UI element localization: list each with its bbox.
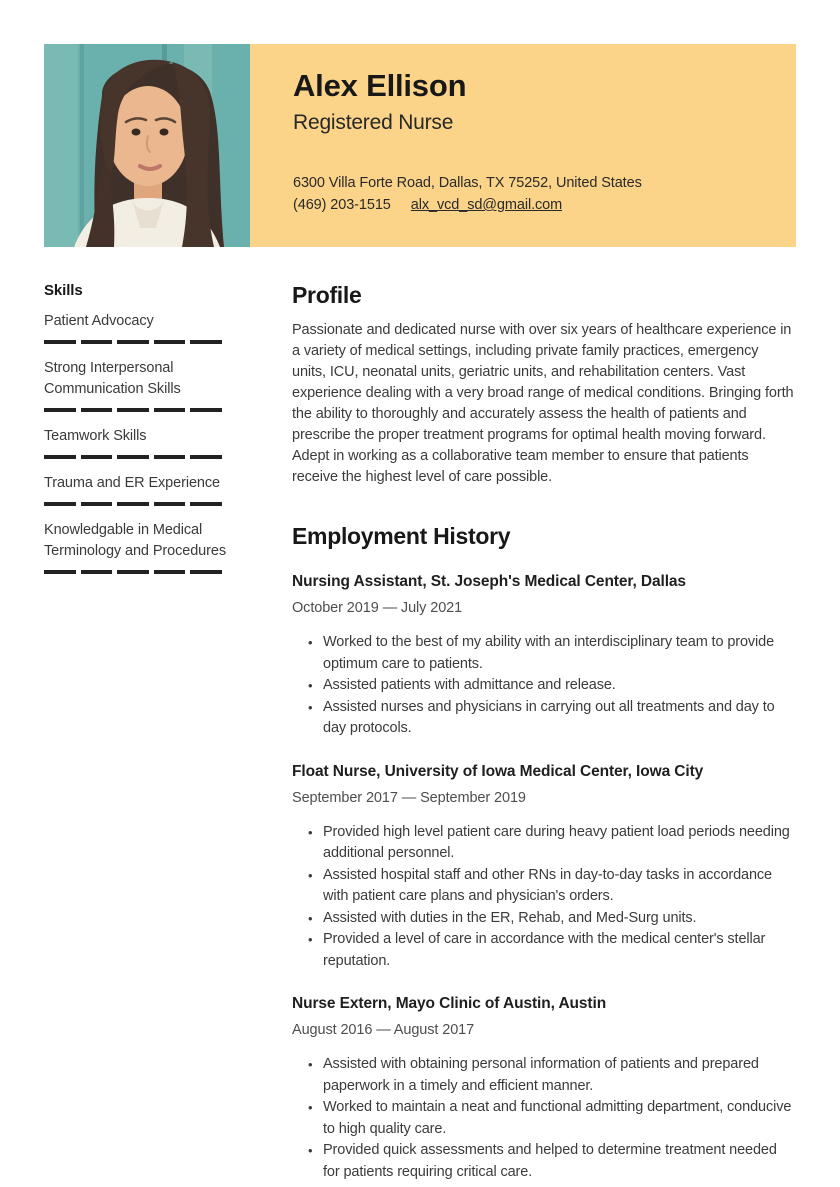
skill-level-segment: [81, 408, 113, 412]
skills-list: [44, 311, 244, 574]
skill-item: [44, 426, 244, 459]
job-bullet: • Assisted hospital staff and other RNs in day-to-day tasks in accordance with patient care plans and physician's orders.: [292, 865, 796, 908]
job-bullet: • Provided high level patient care during heavy patient load periods needing additional personnel.: [292, 822, 796, 865]
skill-level-segment: [190, 340, 222, 344]
skill-label: Teamwork Skills: [44, 428, 147, 444]
job-bullet: • Assisted with duties in the ER, Rehab, and Med-Surg units.: [292, 908, 796, 930]
skill-level-bar: [44, 408, 222, 412]
skill-label: Patient Advocacy: [44, 313, 154, 329]
skills-heading: Skills: [44, 282, 83, 299]
skill-level-segment: [154, 455, 186, 459]
job-title: Nurse Extern, Mayo Clinic of Austin, Austin: [292, 995, 607, 1012]
skill-level-segment: [117, 570, 149, 574]
skill-level-segment: [154, 502, 186, 506]
skill-level-segment: [190, 408, 222, 412]
main-column: [292, 281, 796, 1183]
contact-email-link[interactable]: alx_vcd_sd@gmail.com: [410, 197, 563, 213]
job-dates: August 2016 — August 2017: [292, 1022, 475, 1038]
job-bullet: • Assisted nurses and physicians in carrying out all treatments and day to day protocols.: [292, 697, 796, 740]
profile-heading: Profile: [292, 282, 362, 308]
job-bullet: • Worked to maintain a neat and functional admitting department, conducive to high quality care.: [292, 1097, 796, 1140]
skill-item: [44, 473, 244, 506]
skill-level-segment: [154, 340, 186, 344]
contact-phone: (469) 203-1515: [293, 197, 391, 213]
skill-level-segment: [117, 340, 149, 344]
skill-level-segment: [81, 340, 113, 344]
skill-level-bar: [44, 455, 222, 459]
job-bullet: • Assisted patients with admittance and release.: [292, 675, 796, 697]
job-bullet: • Provided a level of care in accordance with the medical center's stellar reputation.: [292, 929, 796, 972]
portrait-image: [44, 44, 250, 247]
skill-level-segment: [190, 570, 222, 574]
profile-text: Passionate and dedicated nurse with over six years of healthcare experience in a variety of medical settings, including private family practices, emergency units, ICU, neonatal units, geriatric units, and rehabilitation centers. Vast experience dealing with a very broad range of medical conditions. Bringing forth the ability to thoroughly and accurately assess the health of patients and prescribe the proper treatment programs for optimal health moving forward. Adept in working as a collaborative team member to ensure that patients receive the highest level of care possible.: [292, 322, 794, 485]
job-dates: September 2017 — September 2019: [292, 789, 526, 806]
resume-body: [44, 281, 796, 1183]
skill-level-segment: [117, 455, 149, 459]
job-bullet-list: [292, 1054, 796, 1183]
skill-level-segment: [190, 455, 222, 459]
job-bullet: • Worked to the best of my ability with an interdisciplinary team to provide optimum care to patients.: [292, 632, 796, 675]
skill-level-bar: [44, 570, 222, 574]
skill-level-segment: [154, 570, 186, 574]
contact-address: 6300 Villa Forte Road, Dallas, TX 75252, United States: [293, 175, 642, 191]
job-title: Float Nurse, University of Iowa Medical Center, Iowa City: [292, 762, 704, 780]
skill-label: Strong Interpersonal Communication Skills: [44, 360, 181, 397]
skill-item: [44, 520, 244, 574]
skill-level-segment: [81, 455, 113, 459]
skill-level-segment: [117, 408, 149, 412]
candidate-name: Alex Ellison: [293, 68, 467, 103]
contact-block: [293, 172, 766, 216]
skill-level-segment: [44, 455, 76, 459]
profile-photo: [44, 44, 250, 247]
job-dates: October 2019 — July 2021: [292, 600, 463, 616]
job-bullet: • Provided quick assessments and helped to determine treatment needed for patients requiring critical care.: [292, 1140, 796, 1183]
skill-item: [44, 311, 244, 344]
profile-section: [292, 281, 796, 488]
skill-level-bar: [44, 502, 222, 506]
header-panel: [250, 44, 796, 247]
job-bullet: • Assisted with obtaining personal information of patients and prepared paperwork in a timely and efficient manner.: [292, 1054, 796, 1097]
job-bullet-list: [292, 632, 796, 740]
skills-sidebar: [44, 281, 292, 1183]
job-entry: [292, 993, 796, 1183]
skill-label: Knowledgable in Medical Terminology and Procedures: [44, 522, 226, 559]
skill-label: Trauma and ER Experience: [44, 475, 220, 491]
skill-level-segment: [81, 502, 113, 506]
skill-level-segment: [117, 502, 149, 506]
skill-level-bar: [44, 340, 222, 344]
skill-level-segment: [44, 502, 76, 506]
skill-level-segment: [44, 570, 76, 574]
skill-level-segment: [154, 408, 186, 412]
candidate-title: Registered Nurse: [293, 111, 454, 134]
skill-level-segment: [44, 340, 76, 344]
employment-heading: Employment History: [292, 523, 511, 549]
job-entry: [292, 761, 796, 973]
job-bullet-list: [292, 822, 796, 973]
job-title: Nursing Assistant, St. Joseph's Medical Center, Dallas: [292, 573, 686, 590]
employment-section: [292, 522, 796, 1183]
skill-level-segment: [44, 408, 76, 412]
job-entry: [292, 571, 796, 740]
skill-item: [44, 358, 244, 412]
skill-level-segment: [190, 502, 222, 506]
resume-header: [44, 44, 796, 247]
skill-level-segment: [81, 570, 113, 574]
employment-list: [292, 571, 796, 1183]
